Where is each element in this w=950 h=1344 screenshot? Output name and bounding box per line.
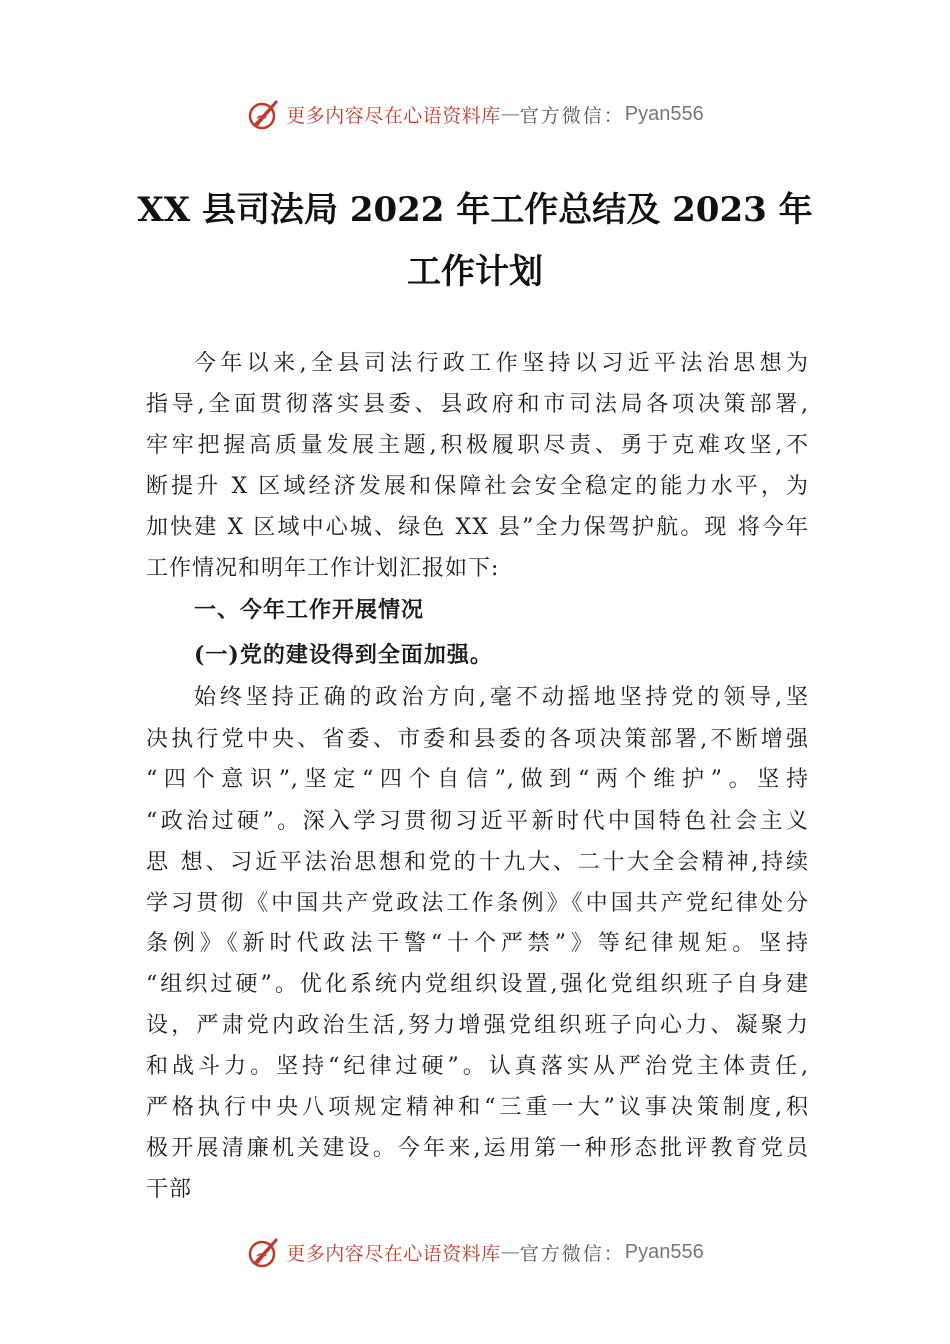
- intro-line: 今年以来,全县司法行政工作坚持以习近平法治思想为: [194, 351, 809, 376]
- paragraph-line: 干部: [146, 1177, 193, 1202]
- paragraph-line: 始终坚持正确的政治方向,毫不动摇地坚持党的领导,坚: [194, 685, 809, 710]
- header-banner: [0, 94, 950, 134]
- paragraph-line: 学习贯彻《中国共产党政法工作条例》《中国共产党纪律处分: [146, 891, 809, 916]
- banner-dash: —: [500, 103, 520, 125]
- intro-line: 牢牢把握高质量发展主题,积极履职尽责、勇于克难攻坚,不: [146, 433, 809, 458]
- paragraph-line: “四个意识”,坚定“四个自信”,做到“两个维护”。坚持: [146, 767, 809, 792]
- banner-wechat-label: 官方微信：: [519, 104, 625, 127]
- banner-wechat-id: Pyan556: [624, 1240, 704, 1263]
- document-title-line-2: 工作计划: [407, 252, 543, 292]
- intro-line: 断提升 X 区域经济发展和保障社会安全稳定的能力水平，为: [146, 474, 809, 499]
- intro-line: 指导,全面贯彻落实县委、县政府和市司法局各项决策部署,: [146, 392, 809, 417]
- banner-wechat-id: Pyan556: [624, 102, 704, 125]
- paragraph-line: “组织过硬”。优化系统内党组织设置,强化党组织班子自身建: [146, 972, 809, 997]
- document-title-line-1: XX 县司法局 2022 年工作总结及 2023 年: [137, 190, 813, 230]
- banner-text: 更多内容尽在心语资料库: [286, 1242, 501, 1265]
- banner-wechat-label: 官方微信：: [519, 1242, 625, 1265]
- quill-seal-logo-icon: [246, 96, 282, 132]
- banner-dash: —: [500, 1241, 520, 1263]
- paragraph-line: 决执行党中央、省委、市委和县委的各项决策部署,不断增强: [146, 727, 809, 752]
- subsection-heading: (一)党的建设得到全面加强。: [194, 642, 493, 668]
- paragraph-line: 思 想、习近平法治思想和党的十九大、二十大全会精神,持续: [146, 850, 809, 875]
- intro-line: 工作情况和明年工作计划汇报如下:: [146, 556, 500, 581]
- paragraph-line: “政治过硬”。深入学习贯彻习近平新时代中国特色社会主义: [146, 809, 809, 834]
- banner-text: 更多内容尽在心语资料库: [286, 104, 501, 127]
- paragraph-line: 和战斗力。坚持“纪律过硬”。认真落实从严治党主体责任,: [146, 1054, 809, 1079]
- footer-banner: [0, 1232, 950, 1272]
- intro-line: 加快建 X 区域中心城、绿色 XX 县”全力保驾护航。现 将今年: [146, 515, 809, 540]
- section-heading: 一、今年工作开展情况: [194, 598, 425, 623]
- paragraph-line: 极开展清廉机关建设。今年来,运用第一种形态批评教育党员: [146, 1136, 809, 1161]
- quill-seal-logo-icon: [246, 1234, 282, 1270]
- paragraph-line: 设，严肃党内政治生活,努力增强党组织班子向心力、凝聚力: [146, 1013, 809, 1038]
- paragraph-line: 条例》《新时代政法干警“十个严禁”》等纪律规矩。坚持: [146, 931, 809, 956]
- paragraph-line: 严格执行中央八项规定精神和“三重一大”议事决策制度,积: [146, 1095, 809, 1120]
